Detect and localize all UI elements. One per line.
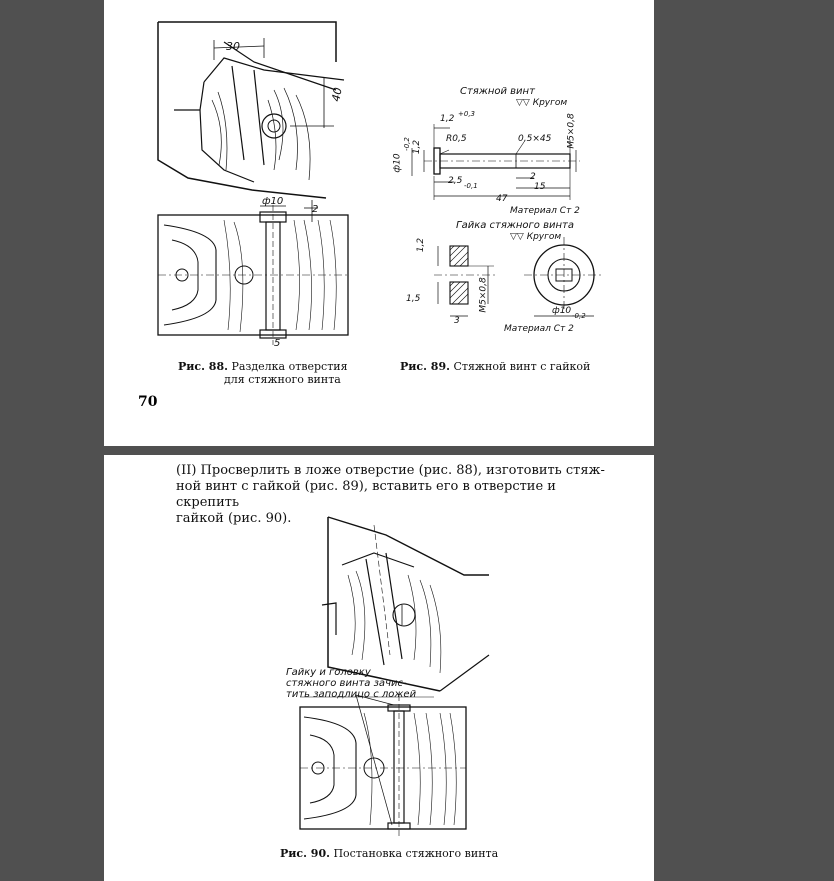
fig88-caption-text-1: Разделка отверстия [231,360,348,373]
paragraph-line-3: гайкой (рис. 90). [176,511,292,526]
fig90-note-1: Гайку и головку [286,667,371,678]
fig89-dim-3: 3 [454,316,460,326]
fig89-dim-15-nut: 1,5 [406,294,421,304]
page-number: 70 [138,394,158,410]
fig89-dim-2: 2 [530,172,536,182]
fig89-dim-r05: R0,5 [446,134,467,144]
fig89-tol-03: +0,3 [458,110,475,118]
bottom-page [104,455,654,881]
fig89-tol-02: -0,2 [402,137,411,151]
fig90-note-3: тить заподлицо с ложей [286,689,417,700]
fig89-dim-12-nut: 1,2 [416,237,427,253]
fig89-finish-1: ▽▽ Кругом [516,98,568,108]
top-page [104,0,654,446]
fig89-nut-title: Гайка стяжного винта [456,220,574,231]
fig88-caption-num: Рис. 88. [178,360,228,373]
fig90-caption-text: Постановка стяжного винта [333,847,499,860]
fig89-material-1: Материал Ст 2 [510,206,580,216]
fig89-dim-chamfer: 0,5×45 [518,134,552,144]
fig88-dim-40: 40 [329,86,345,103]
fig89-finish-2: ▽▽ Кругом [510,232,562,242]
fig90-note-2: стяжного винта зачис- [286,678,407,689]
fig90-caption-num: Рис. 90. [280,847,330,860]
fig89-caption [400,360,650,373]
fig88-dim-phi10: ф10 [262,196,284,207]
fig89-screw-title: Стяжной винт [460,86,535,97]
paragraph-line-2: ной винт с гайкой (рис. 89), вставить его в отверстие и скрепить [176,479,556,510]
fig89-caption-num: Рис. 89. [400,360,450,373]
fig88-dim-2: 2 [312,204,319,215]
fig89-material-2: Материал Ст 2 [504,324,574,334]
fig89-tol-01: -0,1 [464,182,478,190]
fig89-dim-15: 15 [534,182,546,192]
fig88-dim-30: 30 [226,40,240,53]
fig89-dim-25: 2,5 [448,176,463,186]
fig89-dim-47: 47 [496,194,508,204]
fig90-note [286,667,416,700]
fig89-dim-m5-nut: M5×0,8 [478,277,489,313]
fig89-dim-phi10-nut: ф10 [552,306,572,316]
fig90-caption [280,847,540,860]
fig89-caption-text: Стяжной винт с гайкой [453,360,591,373]
fig88-caption [178,360,368,386]
fig89-tol-nut: -0,2 [572,312,586,320]
paragraph-line-1: (II) Просверлить в ложе отверстие (рис. 88), изготовить стяж- [176,463,605,478]
fig89-dim-12-top: 1,2 [440,114,455,124]
fig89-dim-phi10: ф10 [392,153,403,173]
fig89-dim-m5: M5×0,8 [566,113,577,149]
fig88-caption-text-2: для стяжного винта [224,373,341,386]
fig88-dim-5: 5 [274,338,281,349]
fig89-dim-12-side: 1,2 [412,139,423,155]
